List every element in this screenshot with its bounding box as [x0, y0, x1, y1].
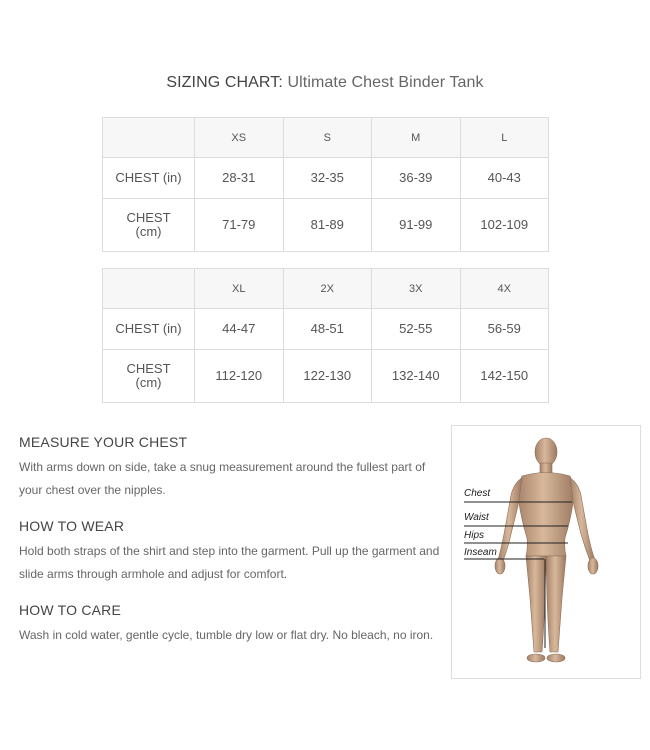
- row-label: CHEST (in): [103, 309, 195, 350]
- chest-cm-row: [103, 199, 549, 252]
- care-heading: HOW TO CARE: [19, 602, 122, 618]
- size-header-cell: L: [460, 118, 549, 158]
- row-label: [103, 350, 195, 403]
- header-corner-cell: [103, 118, 195, 158]
- chest-in-row: [103, 158, 549, 199]
- row-label: CHEST (in): [103, 158, 195, 199]
- measure-text: With arms down on side, take a snug measurement around the fullest part of your chest over the nipples.: [19, 460, 426, 497]
- row-label-line2: (cm): [135, 224, 162, 239]
- page-title: [0, 74, 650, 92]
- size-header-row: [103, 269, 549, 309]
- table-cell: 71-79: [195, 199, 284, 252]
- row-label-line2: (cm): [135, 375, 162, 390]
- size-header-cell: XS: [195, 118, 284, 158]
- table-cell: 48-51: [283, 309, 372, 350]
- table-cell: 112-120: [195, 350, 284, 403]
- chest-cm-row: [103, 350, 549, 403]
- table-cell: 142-150: [460, 350, 549, 403]
- table-cell: 36-39: [372, 158, 461, 199]
- row-label-line1: CHEST: [126, 361, 171, 376]
- table-cell: 91-99: [372, 199, 461, 252]
- chest-label: Chest: [464, 488, 491, 499]
- table-cell: 28-31: [195, 158, 284, 199]
- measure-heading: MEASURE YOUR CHEST: [19, 434, 188, 450]
- size-table-2: [102, 268, 549, 403]
- table-cell: 32-35: [283, 158, 372, 199]
- table-cell: 52-55: [372, 309, 461, 350]
- table-cell: 132-140: [372, 350, 461, 403]
- table-cell: 40-43: [460, 158, 549, 199]
- inseam-label: Inseam: [464, 547, 497, 558]
- size-header-cell: XL: [195, 269, 284, 309]
- wear-text: Hold both straps of the shirt and step into the garment. Pull up the garment and slide arms through armhole and adjust for comfort.: [19, 544, 440, 581]
- table-cell: 56-59: [460, 309, 549, 350]
- title-product-name: Ultimate Chest Binder Tank: [287, 74, 484, 91]
- care-section: [19, 602, 444, 647]
- measure-section: [19, 434, 444, 502]
- table-cell: 81-89: [283, 199, 372, 252]
- table-cell: 44-47: [195, 309, 284, 350]
- table-cell: 102-109: [460, 199, 549, 252]
- care-text: Wash in cold water, gentle cycle, tumble dry low or flat dry. No bleach, no iron.: [19, 628, 434, 642]
- header-corner-cell: [103, 269, 195, 309]
- hips-label: Hips: [464, 530, 485, 541]
- size-header-cell: S: [283, 118, 372, 158]
- size-header-cell: M: [372, 118, 461, 158]
- measurement-figure: [451, 425, 641, 679]
- table-cell: 122-130: [283, 350, 372, 403]
- size-header-cell: 2X: [283, 269, 372, 309]
- size-header-cell: 4X: [460, 269, 549, 309]
- size-header-cell: 3X: [372, 269, 461, 309]
- waist-label: Waist: [464, 512, 489, 523]
- row-label: [103, 199, 195, 252]
- wear-section: [19, 518, 444, 586]
- row-label-line1: CHEST: [126, 210, 171, 225]
- size-table-1: [102, 117, 549, 252]
- chest-in-row: [103, 309, 549, 350]
- title-prefix: SIZING CHART:: [166, 74, 283, 91]
- size-header-row: [103, 118, 549, 158]
- wear-heading: HOW TO WEAR: [19, 518, 125, 534]
